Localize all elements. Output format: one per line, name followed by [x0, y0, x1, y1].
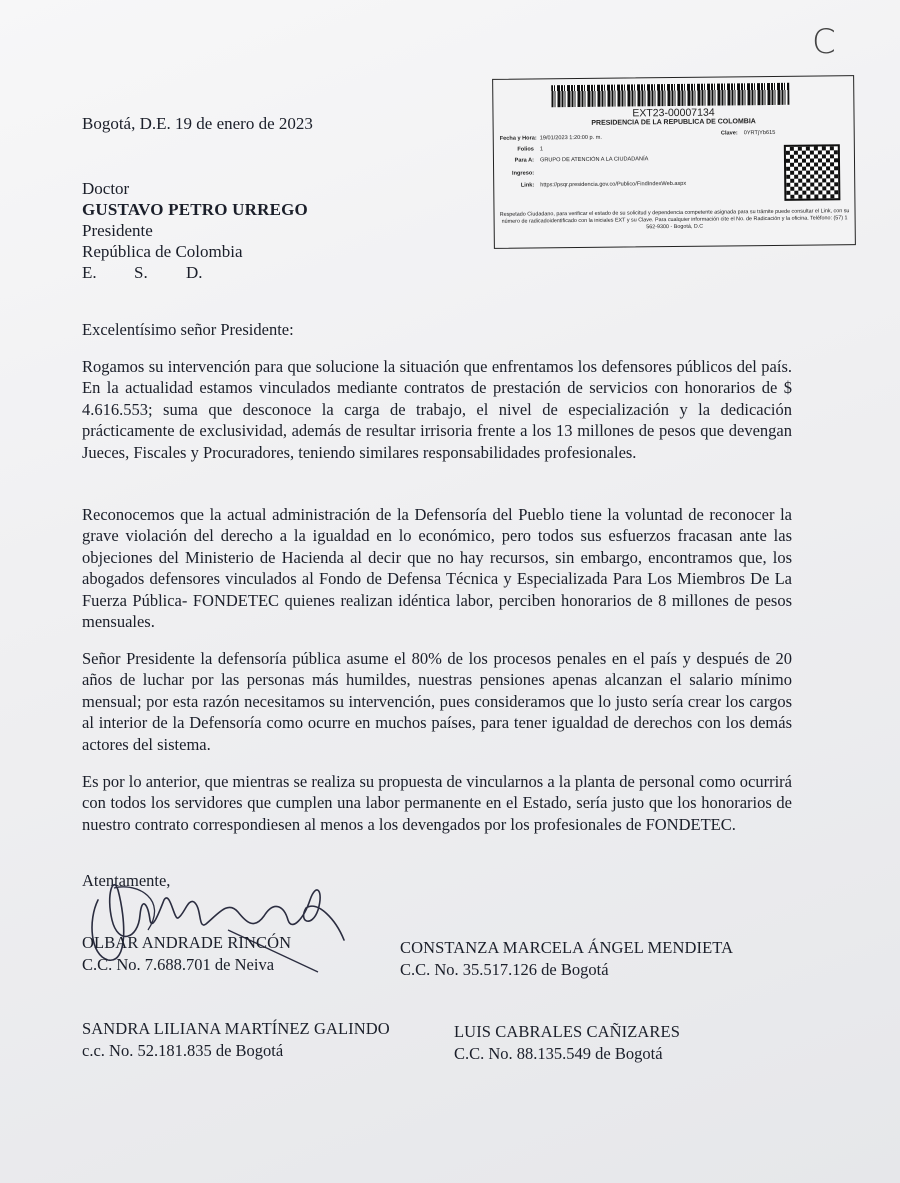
stamp-folios-label: Folios [517, 146, 534, 153]
signatory-id: C.C. No. 7.688.701 de Neiva [82, 955, 275, 974]
stamp-para-row [500, 156, 648, 164]
recipient-title: Presidente [82, 221, 153, 240]
corner-mark: C [812, 22, 836, 62]
greeting: Excelentísimo señor Presidente: [82, 320, 294, 339]
paragraph-4: Es por lo anterior, que mientras se realiza su propuesta de vincularnos a la planta de personal como ocurrirá con todos los servidores que cumplen una labor permanente en el Estado, sería justo que los honorarios de nuestro contrato correspondiesen al menos a los devengados por los profesionales de FONDETEC. [82, 772, 792, 834]
signatory-id: c.c. No. 52.181.835 de Bogotá [82, 1041, 284, 1060]
recipient-country: República de Colombia [82, 242, 243, 261]
date-line: Bogotá, D.E. 19 de enero de 2023 [82, 114, 313, 133]
recipient-es-line [82, 262, 308, 283]
signatory-name: CONSTANZA MARCELA ÁNGEL MENDIETA [400, 938, 734, 957]
stamp-para-label: Para A: [514, 157, 535, 164]
stamp-folios-row [500, 146, 543, 152]
signatory-3 [82, 1018, 390, 1062]
stamp-fecha-row [500, 135, 602, 142]
filing-stamp [492, 75, 856, 249]
qr-code-icon [784, 144, 841, 201]
stamp-ingreso-label: Ingreso: [512, 170, 535, 177]
signatory-4 [454, 1021, 680, 1065]
stamp-fecha-value: 19/01/2023 1:20:00 p. m. [539, 134, 602, 142]
paragraph-3: Señor Presidente la defensoría pública asume el 80% de los procesos penales en el país y después de 20 años de luchar por las personas más humildes, nuestras pensiones apenas alcanzan el salario mínimo mensual; por esta razón necesitamos su intervención, pues consideramos que lo justo sería crear los cargos al interior de la Defensoría como ocurre en muchos países, para tener igualdad de derechos con los demás actores del sistema. [82, 649, 792, 754]
stamp-link-row [500, 181, 686, 189]
signatory-1 [82, 932, 291, 976]
stamp-clave-label: Clave: [720, 130, 738, 137]
stamp-clave-row [704, 130, 776, 137]
es-3: D. [186, 263, 203, 282]
signatory-name: SANDRA LILIANA MARTÍNEZ GALINDO [82, 1019, 390, 1038]
signatory-id: C.C. No. 35.517.126 de Bogotá [400, 960, 609, 979]
recipient-name: GUSTAVO PETRO URREGO [82, 200, 308, 219]
signatory-name: OLBAR ANDRADE RINCÓN [82, 933, 292, 952]
stamp-ingreso-row [500, 170, 540, 176]
stamp-footer: Respetado Ciudadano, para verificar el estado de su solicitud y dependencia competente asignada para su trámite puede consultar el Link, con su número de radicadoidentificado con la iniciales EXT y su Clave. Para cualquier información cite el No. de Radicación y la oficina. Teléfono: (57) 1 562-9300 - Bogotá, D.C [499, 208, 850, 231]
recipient-salutation: Doctor [82, 179, 130, 198]
es-1: E. [82, 263, 97, 282]
stamp-fecha-label: Fecha y Hora: [499, 135, 537, 142]
stamp-clave-value: 0YRTjYb615 [743, 129, 776, 137]
signatory-id: C.C. No. 88.135.549 de Bogotá [454, 1044, 663, 1063]
paragraph-2: Reconocemos que la actual administración de la Defensoría del Pueblo tiene la voluntad de reconocer la grave violación del derecho a la igualdad en lo económico, pero todos sus esfuerzos fracasan ante las objeciones del Ministerio de Hacienda al decir que no hay recursos, sin embargo, encontramos que, los abogados defensores vinculados al Fondo de Defensa Técnica y Especializada Para Los Miembros De La Fuerza Pública- FONDETEC quienes realizan idéntica labor, perciben honorarios de 8 millones de pesos mensuales. [82, 505, 792, 632]
recipient-block [82, 178, 308, 283]
stamp-link-label: Link: [520, 182, 535, 189]
stamp-para-value: GRUPO DE ATENCIÓN A LA CIUDADANÍA [539, 156, 649, 164]
signatory-name: LUIS CABRALES CAÑIZARES [454, 1022, 680, 1041]
es-2: S. [134, 263, 148, 282]
paragraph-1: Rogamos su intervención para que solucione la situación que enfrentamos los defensores públicos del país. En la actualidad estamos vinculados mediante contratos de prestación de servicios con honorarios de $ 4.616.553; suma que desconoce la carga de trabajo, el nivel de especialización y la dedicación prácticamente de exclusividad, además de resultar irrisoria frente a los 13 millones de pesos que devengan Jueces, Fiscales y Procuradores, teniendo similares responsabilidades profesionales. [82, 357, 792, 462]
stamp-link-value: https://psqr.presidencia.gov.co/Publico/FindIndexWeb.aspx [540, 180, 687, 189]
stamp-org: PRESIDENCIA DE LA REPUBLICA DE COLOMBIA [591, 118, 756, 127]
signatory-2 [400, 937, 733, 981]
stamp-folios-value: 1 [539, 146, 544, 153]
stamp-code: EXT23-00007134 [632, 106, 715, 120]
closing: Atentamente, [82, 871, 171, 890]
barcode [551, 83, 789, 107]
